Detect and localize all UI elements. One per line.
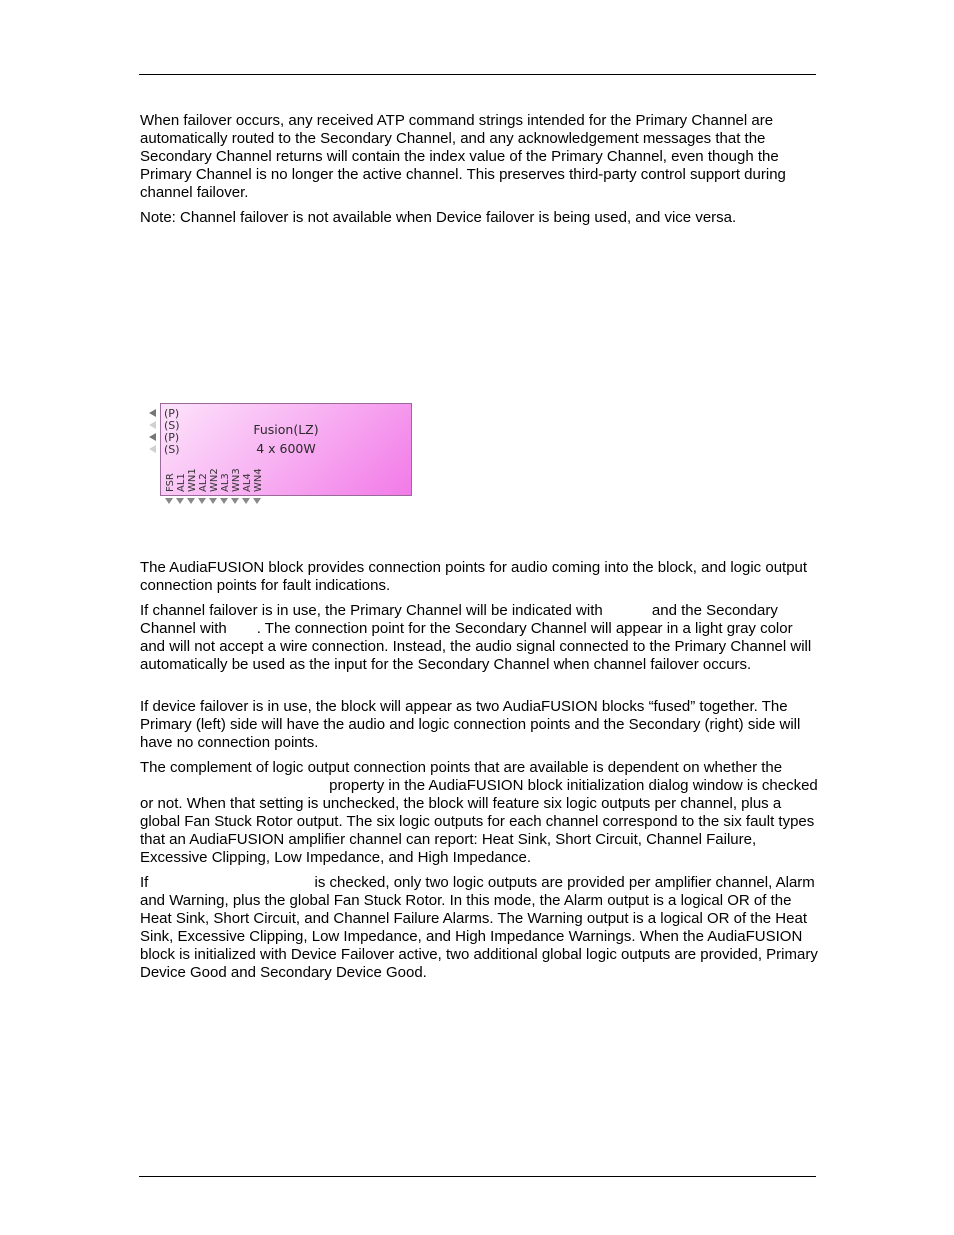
output-arrow-icon[interactable] [242,498,250,504]
output-label: WN2 [209,468,220,492]
logic-outputs-paragraph [140,759,818,867]
block-subtitle: 4 x 600W [256,441,316,456]
output-label: AL4 [242,473,253,492]
paragraph-text: If [140,874,149,891]
output-label: AL3 [220,473,231,492]
failover-routing-paragraph: When failover occurs, any received ATP command strings intended for the Primary Channel are automatically routed to the Secondary Channel, and any acknowledgement messages that the Secondary Channel returns will contain the index value of the Primary Channel, even though the Primary Channel is no longer the active channel. This preserves third-party control support during channel failover. [140,112,786,201]
output-label: WN4 [253,468,264,492]
output-label: AL1 [176,473,187,492]
output-label: WN3 [231,468,242,492]
input-arrow-icon[interactable] [149,433,156,441]
output-arrow-icon[interactable] [176,498,184,504]
output-label: FSR [165,473,176,492]
header-rule [139,74,816,75]
output-arrow-icon[interactable] [220,498,228,504]
output-label: AL2 [198,473,209,492]
paragraph-text: The complement of logic output connection points that are available is dependent on whether the [140,759,783,776]
input-arrow-icon[interactable] [149,409,156,417]
connection-points-paragraph: The AudiaFUSION block provides connection points for audio coming into the block, and logic output connection points for fault indications. [140,559,808,594]
input-arrow-icon [149,421,156,429]
block-title: Fusion(LZ) [253,422,319,437]
output-arrow-icon[interactable] [165,498,173,504]
paragraph-text: . The connection point for the Secondary Channel will appear in a light gray color and will not accept a wire connection. Instead, the audio signal connected to the Primary Channel will automatically be used as the input for the Secondary Channel when channel failover occurs. [140,620,812,673]
input-label-primary: (P) [164,407,180,420]
paragraph-text: property in the AudiaFUSION block initialization dialog window is checked or not. When that setting is unchecked, the block will feature six logic outputs per channel, plus a global Fan Stuck Rotor output. The six logic outputs for each channel correspond to the six fault types that an AudiaFUSION amplifier channel can report: Heat Sink, Short Circuit, Channel Failure, Excessive Clipping, Low Impedance, and High Impedance. [140,777,818,866]
fusion-block-figure [148,402,418,508]
output-arrow-icon[interactable] [198,498,206,504]
output-label: WN1 [187,468,198,492]
paragraph-text: and the Secondary Channel with [140,602,778,637]
footer-rule [139,1176,816,1177]
output-arrow-icon[interactable] [253,498,261,504]
input-arrow-icon [149,445,156,453]
channel-failover-paragraph [140,602,818,674]
input-label-secondary: (S) [164,443,180,456]
output-arrow-icon[interactable] [187,498,195,504]
output-arrow-icon[interactable] [231,498,239,504]
input-label-secondary: (S) [164,419,180,432]
fusion-block[interactable] [160,403,412,496]
device-failover-paragraph: If device failover is in use, the block will appear as two AudiaFUSION blocks “fused” together. The Primary (left) side will have the audio and logic connection points and the Secondary (right) side will have no connection points. [140,698,801,751]
paragraph-text: If channel failover is in use, the Primary Channel will be indicated with [140,602,603,619]
output-arrow-icon[interactable] [209,498,217,504]
summary-mode-paragraph [140,874,818,982]
input-label-primary: (P) [164,431,180,444]
paragraph-text: is checked, only two logic outputs are provided per amplifier channel, Alarm and Warning, plus the global Fan Stuck Rotor. In this mode, the Alarm output is a logical OR of the Heat Sink, Short Circuit, and Channel Failure Alarms. The Warning output is a logical OR of the Heat Sink, Excessive Clipping, Low Impedance, and High Impedance Warnings. When the AudiaFUSION block is initialized with Device Failover active, two additional global logic outputs are provided, Primary Device Good and Secondary Device Good. [140,874,818,981]
failover-note: Note: Channel failover is not available when Device failover is being used, and vice versa. [140,209,737,226]
